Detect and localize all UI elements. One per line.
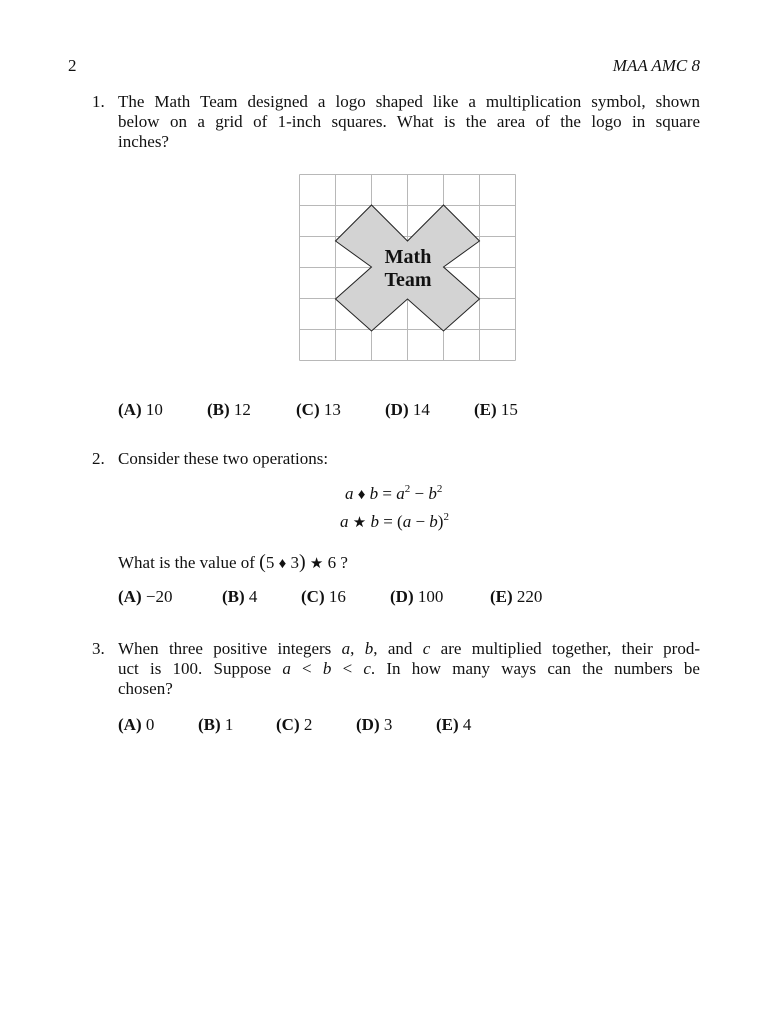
equation-diamond: a ♦ $b = a^2 - b^2$ (345, 483, 443, 503)
choice-d: (D) 100 (390, 587, 444, 606)
choice-c: (C) 2 (276, 715, 313, 734)
problem-intro: Consider these two operations: (118, 449, 329, 468)
choice-e: (E) 15 (474, 400, 518, 419)
problem-line: uct is 100. Suppose a < b < c. In how many ways can the numbers be (118, 659, 700, 678)
choice-e: (E) 220 (490, 587, 543, 606)
logo-grid-diagram (298, 174, 517, 362)
choice-c: (C) 16 (301, 587, 346, 606)
problem-question: What is the value of (5 ♦ 3) ★ 6 ? (118, 551, 348, 573)
problem-number: 2. (92, 449, 105, 468)
equation-star: a ★ $b = (a - b)^2$ (340, 511, 449, 531)
logo-text-team: Team (384, 269, 432, 291)
problem-line: inches? (118, 132, 169, 151)
problem-number: 3. (92, 639, 105, 658)
running-title: MAA AMC 8 (612, 56, 700, 75)
problem-text (118, 639, 700, 699)
problem-line: below on a grid of 1-inch squares. What is the area of the logo in square (118, 112, 700, 131)
problem-text (118, 92, 700, 152)
problem-number: 1. (92, 92, 105, 111)
choice-e: (E) 4 (436, 715, 472, 734)
page-header (68, 56, 700, 78)
choice-a: (A) 10 (118, 400, 163, 419)
choice-b: (B) 1 (198, 715, 234, 734)
problem-1 (92, 92, 700, 152)
choice-d: (D) 14 (385, 400, 430, 419)
choice-c: (C) 13 (296, 400, 341, 419)
choice-d: (D) 3 (356, 715, 393, 734)
problem-line: The Math Team designed a logo shaped like a multiplication symbol, shown (118, 92, 700, 111)
problem-2 (92, 449, 700, 469)
problem-text (118, 449, 700, 469)
page-number: 2 (68, 56, 77, 75)
choice-b: (B) 4 (222, 587, 258, 606)
problem-line: chosen? (118, 679, 173, 698)
problem-line: When three positive integers a, b, and c are multiplied together, their prod- (118, 639, 700, 658)
choice-a: (A) 0 (118, 715, 155, 734)
logo-text-math: Math (384, 246, 432, 268)
problem-3 (92, 639, 700, 699)
logo-figure (298, 174, 517, 362)
choice-a: (A) −20 (118, 587, 173, 606)
choice-b: (B) 12 (207, 400, 251, 419)
